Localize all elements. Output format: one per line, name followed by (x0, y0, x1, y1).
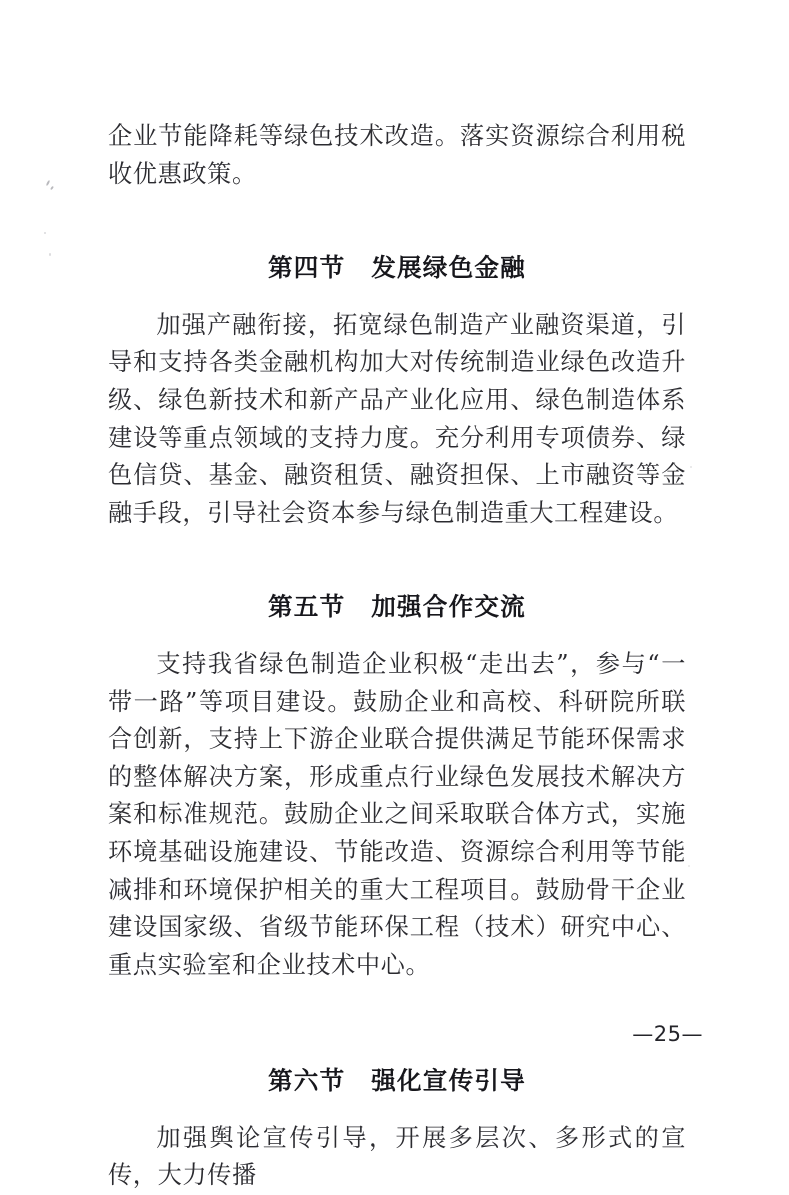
section-heading-six: 第六节 强化宣传引导 (268, 1066, 526, 1096)
section-five-body: 支持我省绿色制造企业积极“走出去”，参与“一带一路”等项目建设。鼓励企业和高校、科研院所联合创新，支持上下游企业联合提供满足节能环保需求的整体解决方案，形成重点行业绿色发展技术解决方案和标准规范。鼓励企业之间采取联合体方式，实施环境基础设施建设、节能改造、资源综合利用等节能减排和环境保护相关的重大工程项目。鼓励骨干企业建设国家级、省级节能环保工程（技术）研究中心、重点实验室和企业技术中心。 (108, 649, 686, 979)
scan-speckle (44, 232, 46, 234)
continued-paragraph: 企业节能降耗等绿色技术改造。落实资源综合利用税收优惠政策。 (108, 122, 686, 188)
section-heading-five: 第五节 加强合作交流 (268, 592, 526, 622)
scan-speckle (690, 466, 692, 468)
section-four-body: 加强产融衔接，拓宽绿色制造产业融资渠道，引导和支持各类金融机构加大对传统制造业绿色改造升级、绿色新技术和新产品产业化应用、绿色制造体系建设等重点领域的支持力度。充分利用专项债券、绿色信贷、基金、融资租赁、融资担保、上市融资等金融手段，引导社会资本参与绿色制造重大工程建设。 (108, 310, 686, 527)
scan-speckle (46, 180, 51, 186)
block-spacer (108, 193, 686, 249)
block-spacer (108, 287, 686, 307)
section-six-body: 加强舆论宣传引导，开展多层次、多形式的宣传，大力传播 (108, 1123, 686, 1190)
block-spacer (108, 532, 686, 588)
block-spacer (108, 626, 686, 646)
page-text-column (108, 118, 686, 1195)
block-spacer (108, 984, 686, 1062)
section-heading-four: 第四节 发展绿色金融 (268, 253, 526, 283)
page-number: —25— (632, 1022, 703, 1046)
block-spacer (108, 1100, 686, 1120)
scan-speckle (50, 186, 54, 190)
scan-speckle (49, 253, 51, 256)
scan-speckle (688, 865, 690, 867)
